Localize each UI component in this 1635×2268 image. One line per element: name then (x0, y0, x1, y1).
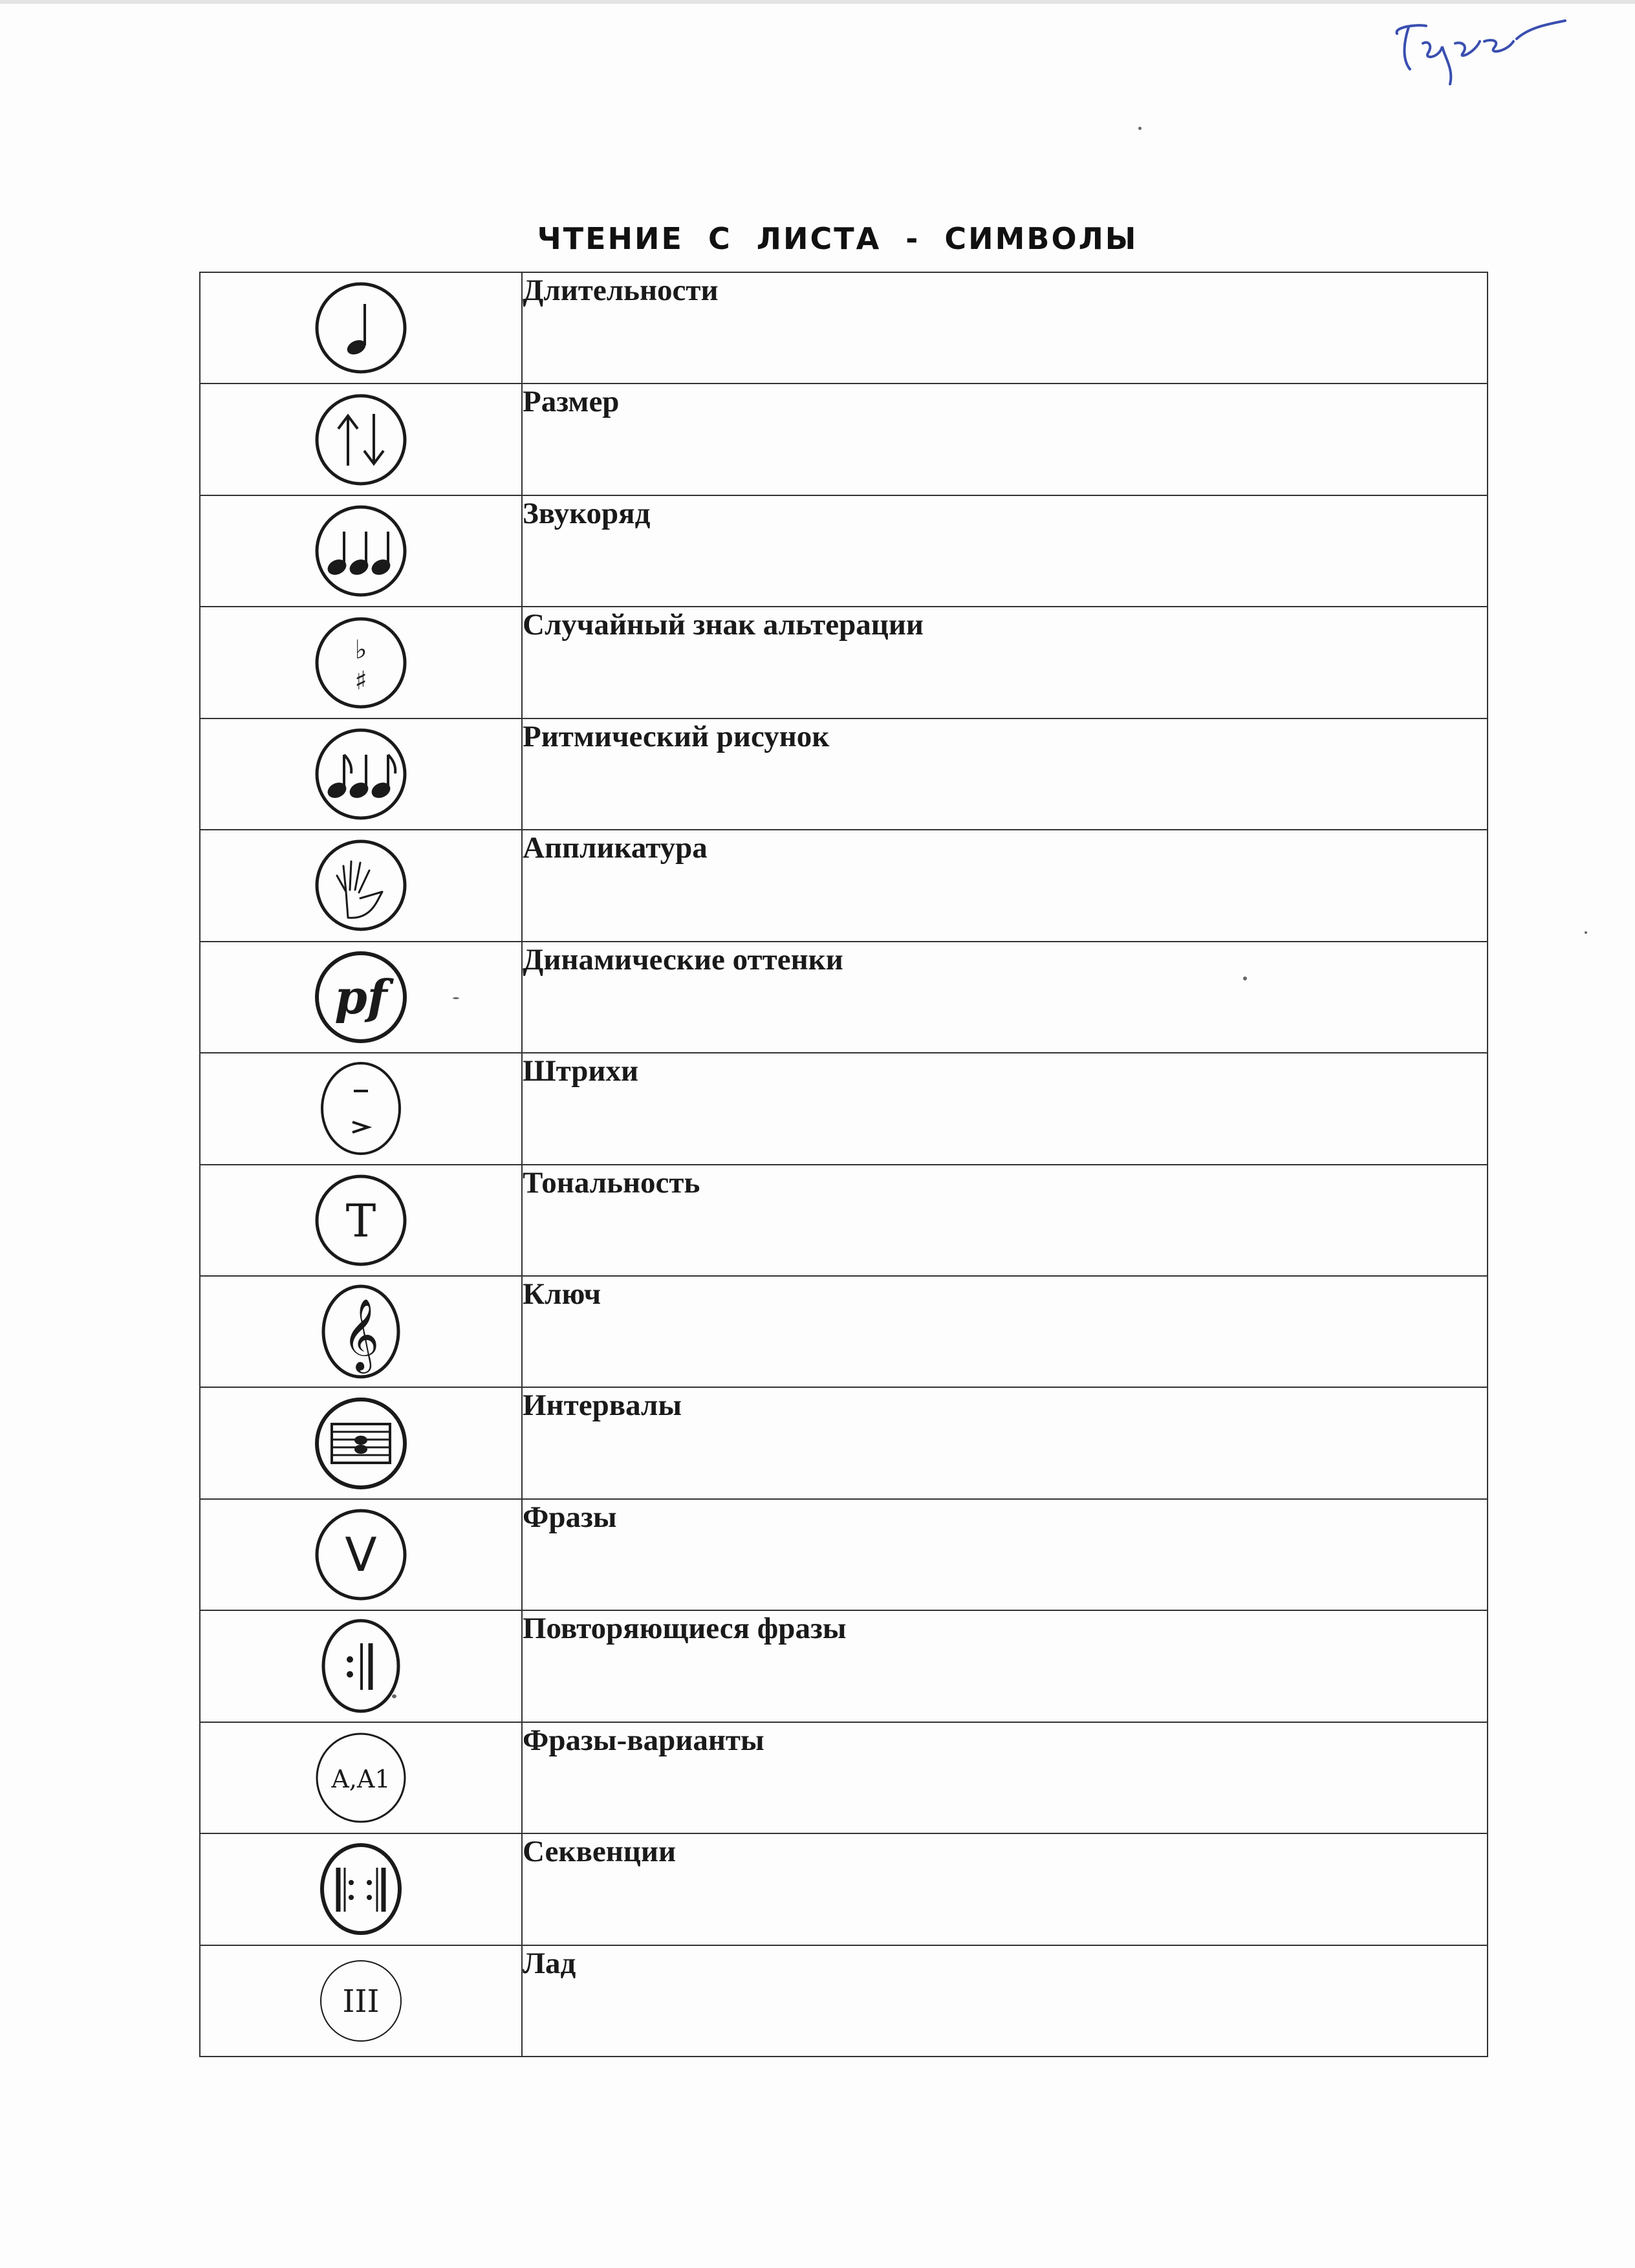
row-label: Лад (523, 1946, 576, 1980)
row-label: Аппликатура (523, 831, 708, 865)
table-row (200, 1053, 1488, 1164)
repeat-sign-icon (312, 1617, 409, 1714)
table-row (200, 1165, 1488, 1276)
signature-icon (1378, 8, 1572, 92)
phrase-v-icon (312, 1506, 409, 1603)
scan-speck (1138, 127, 1142, 130)
row-label: Длительности (523, 274, 719, 307)
row-label: Ключ (523, 1277, 601, 1311)
table-row (200, 1499, 1488, 1610)
phrase-text: V (345, 1528, 377, 1582)
scan-speck (392, 1694, 396, 1698)
hand-icon (312, 837, 409, 934)
page-title: ЧТЕНИЕ С ЛИСТА - СИМВОЛЫ (537, 221, 1138, 256)
row-label: Интервалы (523, 1388, 682, 1423)
phrase-variants-icon (312, 1729, 409, 1826)
treble-clef-icon (312, 1283, 409, 1380)
scan-edge (0, 0, 1635, 4)
tonality-text: T (345, 1194, 376, 1247)
svg-text:𝄞: 𝄞 (342, 1298, 380, 1371)
dynamics-pf-icon (312, 949, 409, 1046)
table-row (200, 1833, 1488, 1945)
svg-text:♯: ♯ (354, 665, 367, 696)
row-label: Секвенции (523, 1835, 677, 1869)
table-row (200, 383, 1488, 495)
row-label: Тональность (523, 1165, 700, 1200)
row-label: Фразы (523, 1500, 617, 1534)
row-label: Случайный знак альтерации (523, 608, 924, 642)
row-label: Звукоряд (523, 496, 651, 530)
table-row (200, 1387, 1488, 1498)
up-down-arrows-icon (312, 391, 409, 488)
row-label: Повторяющиеся фразы (523, 1612, 847, 1646)
row-label: Фразы-варианты (523, 1723, 764, 1757)
scan-speck (1243, 977, 1247, 980)
row-label: Ритмический рисунок (523, 719, 830, 753)
tonality-t-icon (312, 1172, 409, 1269)
scan-speck (453, 997, 459, 999)
svg-text:♭: ♭ (354, 634, 367, 665)
table-row (200, 718, 1488, 830)
dynamics-text: pf (334, 969, 387, 1024)
three-quarter-notes-icon (312, 502, 409, 599)
table-row (200, 942, 1488, 1053)
rhythm-notes-icon (312, 726, 409, 823)
table-row (200, 495, 1488, 607)
table-row (200, 1722, 1488, 1833)
row-label: Размер (523, 385, 620, 419)
table-row (200, 272, 1488, 383)
table-row (200, 1276, 1488, 1387)
mode-roman-three-icon (312, 1952, 409, 2049)
staff-interval-icon (312, 1395, 409, 1492)
mode-text: III (342, 1983, 380, 2020)
sequence-repeat-icon (312, 1841, 409, 1938)
flat-sharp-icon (312, 614, 409, 711)
table-row (200, 830, 1488, 941)
variants-text: A,A1 (331, 1764, 391, 1793)
scan-speck (1585, 931, 1587, 934)
row-label: Динамические оттенки (523, 942, 843, 977)
symbols-table (199, 272, 1488, 2057)
quarter-note-icon (312, 279, 409, 376)
articulation-marks-icon (312, 1060, 409, 1157)
table-row (200, 1610, 1488, 1722)
row-label: Штрихи (523, 1054, 639, 1088)
table-row (200, 1945, 1488, 2057)
table-row (200, 607, 1488, 718)
